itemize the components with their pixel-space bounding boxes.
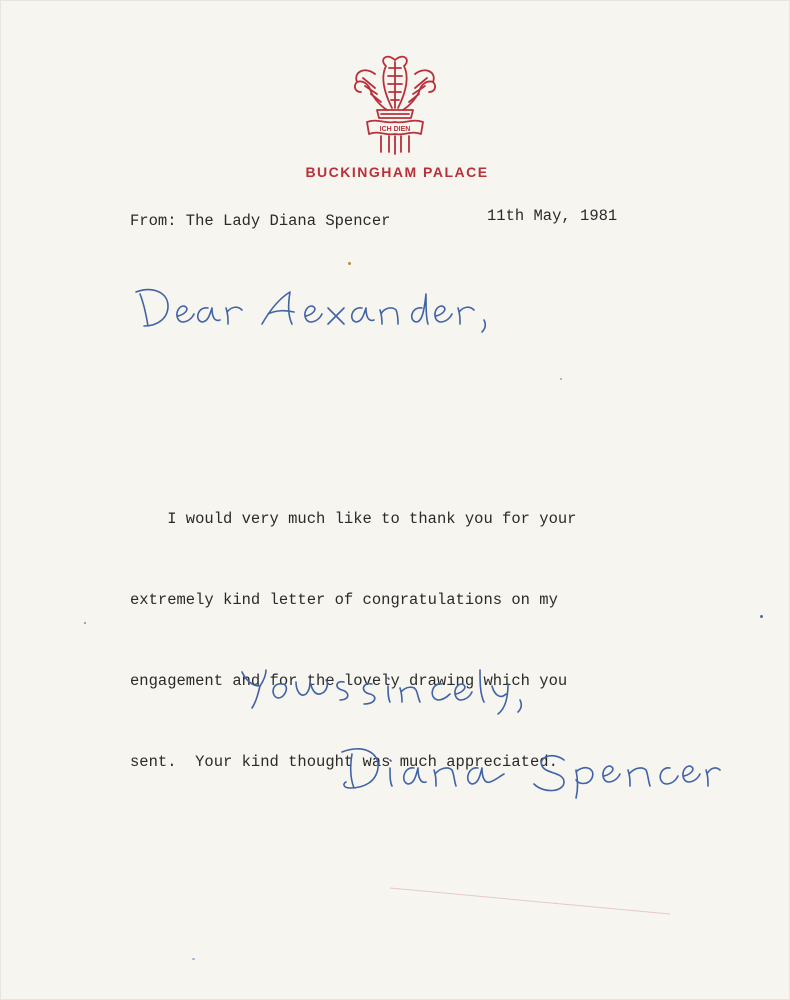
paper-speck — [84, 622, 86, 624]
letterhead-title: BUCKINGHAM PALACE — [305, 164, 489, 180]
crest-motto: ICH DIEN — [379, 126, 411, 133]
paper-speck — [760, 615, 763, 618]
body-line: sent. Your kind thought was much appreciated. — [130, 753, 558, 771]
paper-speck — [192, 958, 195, 960]
body-line: extremely kind letter of congratulations on my — [130, 591, 558, 609]
paper-speck — [560, 378, 562, 380]
prince-of-wales-feathers-icon — [345, 48, 445, 156]
body-line: I would very much like to thank you for your — [130, 510, 577, 528]
paper-speck — [348, 262, 351, 265]
body-line: engagement and for the lovely drawing which you — [130, 672, 568, 690]
salutation-handwriting — [130, 280, 530, 340]
signature-handwriting — [338, 738, 728, 800]
sender-line: From: The Lady Diana Spencer — [130, 212, 391, 230]
letter-date: 11th May, 1981 — [487, 207, 618, 225]
paper-scuff — [380, 880, 680, 920]
closing-handwriting — [236, 660, 581, 720]
